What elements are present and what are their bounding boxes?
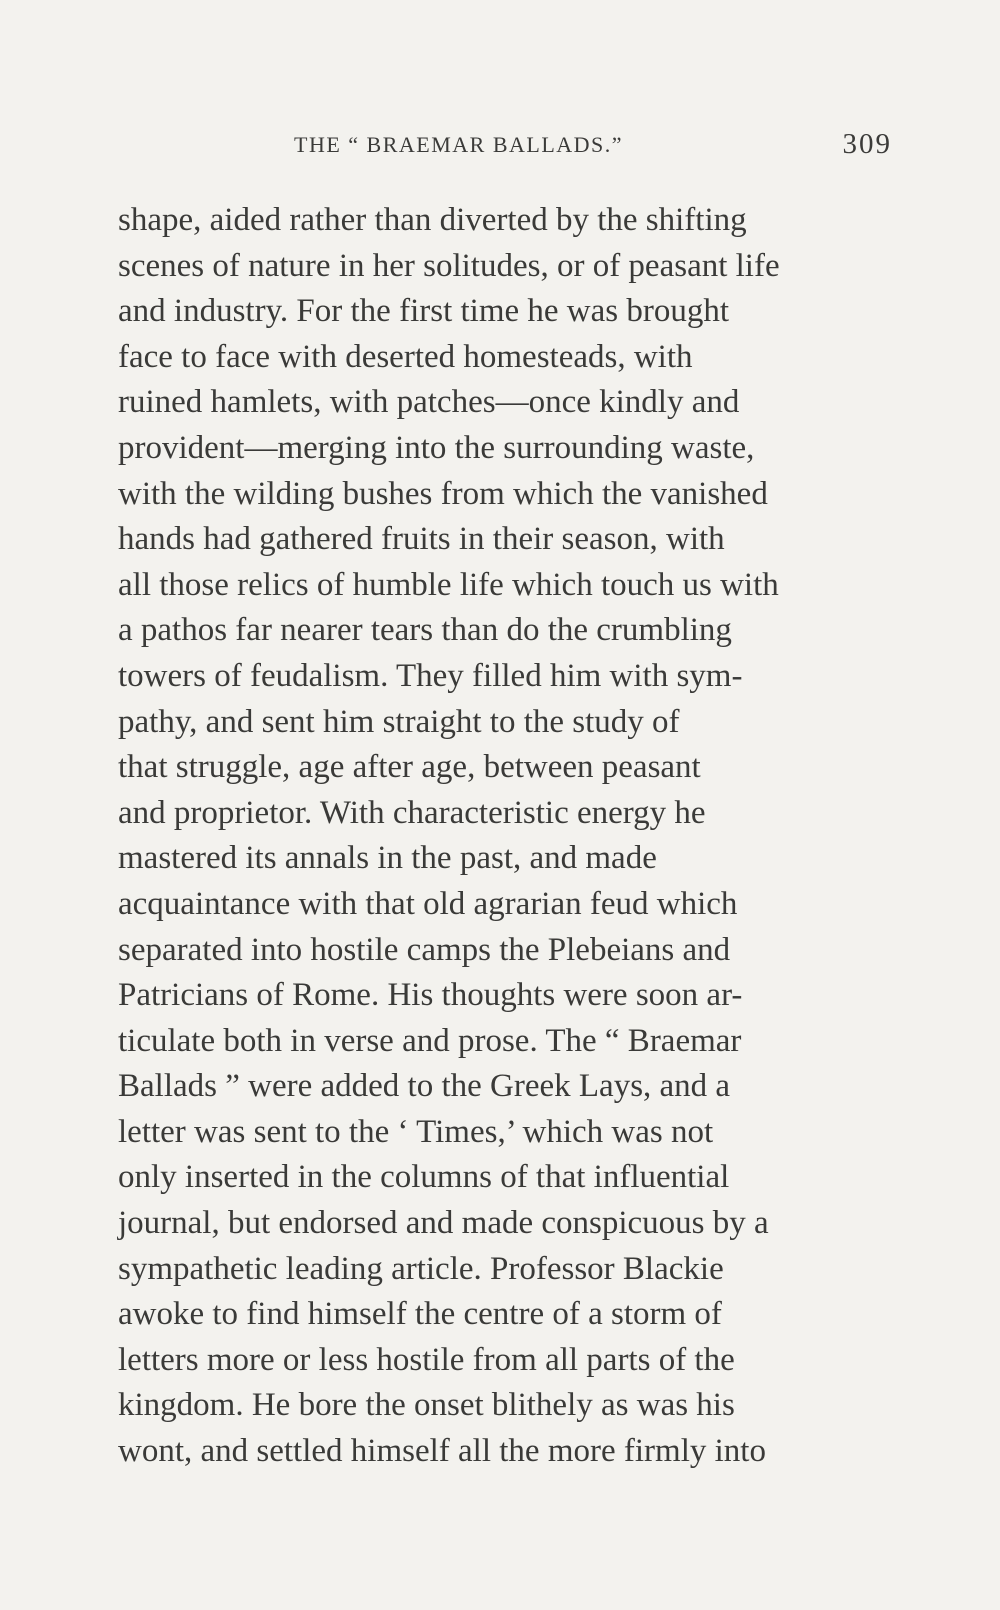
text-line: pathy, and sent him straight to the study of [118, 703, 680, 740]
text-line: towers of feudalism. They filled him with sym- [118, 657, 743, 694]
text-line: face to face with deserted homesteads, with [118, 338, 693, 375]
text-line: ruined hamlets, with patches—once kindly and [118, 384, 740, 421]
text-line: separated into hostile camps the Plebeians and [118, 931, 731, 968]
page-number: 309 [842, 128, 892, 160]
body-text [118, 198, 892, 1475]
text-line: only inserted in the columns of that influential [118, 1159, 730, 1196]
text-line: scenes of nature in her solitudes, or of peasant life [118, 247, 780, 284]
text-line: Patricians of Rome. His thoughts were soon ar- [118, 977, 743, 1014]
text-line: hands had gathered fruits in their season, with [118, 521, 725, 558]
text-line: letters more or less hostile from all parts of the [118, 1341, 735, 1378]
text-line: and industry. For the first time he was brought [118, 293, 730, 330]
text-line: ticulate both in verse and prose. The “ Braemar [118, 1022, 742, 1059]
text-line: all those relics of humble life which touch us with [118, 566, 779, 603]
text-line: sympathetic leading article. Professor Blackie [118, 1250, 724, 1287]
text-line: shape, aided rather than diverted by the shifting [118, 202, 747, 238]
text-line: wont, and settled himself all the more firmly into [118, 1433, 766, 1470]
text-line: that struggle, age after age, between peasant [118, 749, 701, 786]
text-line: Ballads ” were added to the Greek Lays, and a [118, 1068, 731, 1105]
running-head [118, 128, 892, 172]
text-line: and proprietor. With characteristic energy he [118, 794, 706, 831]
text-line: with the wilding bushes from which the vanished [118, 475, 768, 512]
text-line: mastered its annals in the past, and made [118, 840, 657, 877]
text-line: kingdom. He bore the onset blithely as was his [118, 1387, 735, 1424]
text-line: letter was sent to the ‘ Times,’ which was not [118, 1113, 714, 1150]
text-line: journal, but endorsed and made conspicuous by a [118, 1205, 769, 1242]
text-line: acquaintance with that old agrarian feud which [118, 885, 738, 922]
text-line: awoke to find himself the centre of a storm of [118, 1296, 722, 1333]
text-line: provident—merging into the surrounding waste, [118, 429, 755, 466]
running-title: THE “ BRAEMAR BALLADS.” [294, 132, 624, 157]
text-line: a pathos far nearer tears than do the crumbling [118, 612, 732, 649]
